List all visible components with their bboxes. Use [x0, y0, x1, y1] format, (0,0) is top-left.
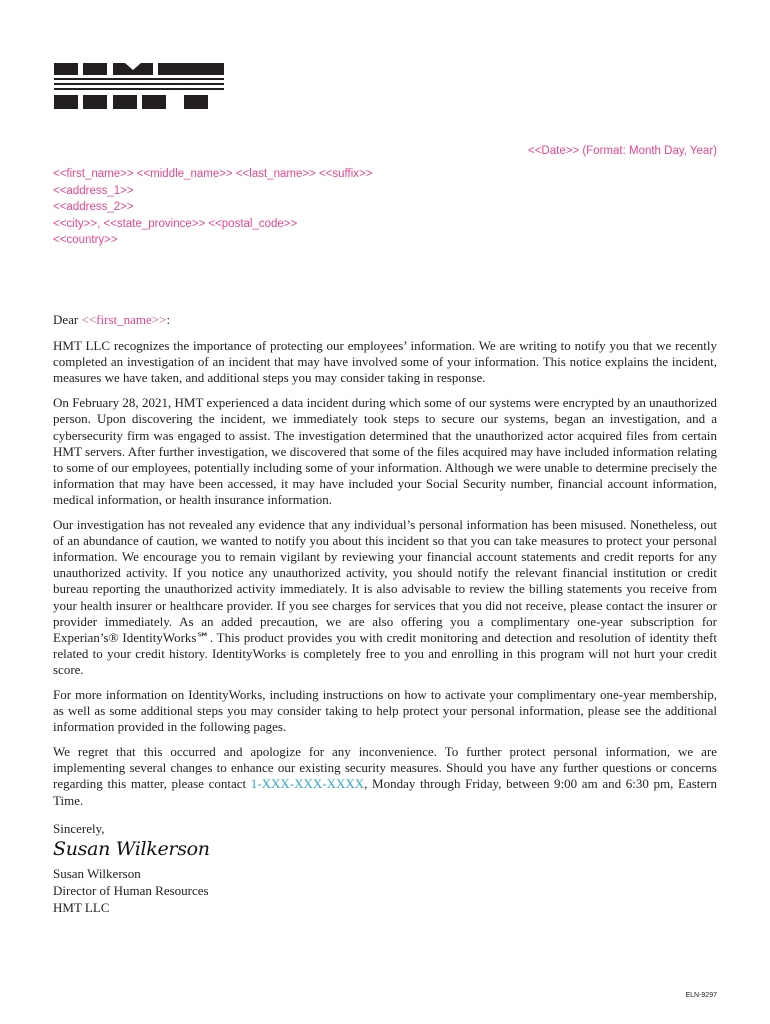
contact-text-before: We regret that this occurred and apologize for any inconvenience. To further protect personal information, we are implementing several changes to enhance our existing security measures. Should you have any further questions or concerns regarding this matter, please contact: [53, 744, 717, 792]
recipient-address: [53, 166, 372, 249]
hmt-logo-graphic: [53, 62, 225, 110]
address-country: <<country>>: [53, 234, 118, 246]
paragraph-identityworks: For more information on IdentityWorks, including instructions on how to activate your complimentary one-year membership, as well as some additional steps you may consider taking to help protect your personal information, please see the additional information provided in the following pages.: [53, 686, 717, 735]
closing: Sincerely,: [53, 820, 105, 836]
address-city-line: <<city>>, <<state_province>> <<postal_code>>: [53, 217, 298, 230]
paragraph-recommendations: Our investigation has not revealed any evidence that any individual’s personal information has been misused. Nonetheless, out of an abundance of caution, we wanted to notify you about this incident so that you can take measures to protect your personal information. We encourage you to remain vigilant by reviewing your financial account statements and credit reports for any unauthorized activity. If you notice any unauthorized activity, you should notify the relevant financial institution or credit bureau reporting the unauthorized activity immediately. It is also advisable to review the billing statements you receive from your health insurer or healthcare provider. If you see charges for services that you did not receive, please contact the insurer or provider immediately. As an added precaution, we are also offering you a complimentary one-year subscription for Experian’s® IdentityWorks℠. This product provides you with credit monitoring and detection and resolution of identity theft related to your credit history. IdentityWorks is completely free to you and enrolling in this program will not hurt your credit score.: [53, 517, 717, 677]
hmt-logo: [53, 62, 225, 110]
date-placeholder: <<Date>> (Format: Month Day, Year): [528, 145, 717, 157]
paragraph-contact: [53, 744, 717, 808]
contact-text-after: , Monday through Friday, between 9:00 am and 6:30 pm, Eastern Time.: [53, 776, 717, 808]
signer-company: HMT LLC: [53, 899, 110, 915]
address-name-line: <<first_name>> <<middle_name>> <<last_name>> <<suffix>>: [53, 168, 373, 180]
signer-name: Susan Wilkerson: [53, 865, 141, 881]
handwritten-signature: Susan Wilkerson: [53, 837, 210, 860]
paragraph-intro: HMT LLC recognizes the importance of protecting our employees’ information. We are writing to notify you that we recently completed an investigation of an incident that may have involved some of your information. This notice explains the incident, measures we have taken, and additional steps you may consider taking in response.: [53, 338, 717, 386]
salutation: [53, 312, 717, 328]
address-line-1: <<address_1>>: [53, 184, 134, 197]
salutation-word: Dear: [53, 312, 79, 327]
contact-phone: 1-XXX-XXX-XXXX: [250, 776, 365, 792]
address-line-2: <<address_2>>: [53, 201, 134, 213]
salutation-first-name: <<first_name>>: [81, 312, 167, 327]
signature-block: [53, 865, 717, 916]
salutation-colon: :: [166, 312, 171, 327]
signer-title: Director of Human Resources: [53, 882, 209, 898]
document-code: ELN-9297: [685, 992, 717, 999]
paragraph-incident: On February 28, 2021, HMT experienced a data incident during which some of our systems were encrypted by an unauthorized person. Upon discovering the incident, we immediately took steps to secure our systems, began an investigation, and a cybersecurity firm was engaged to assist. The investigation determined that the unauthorized actor acquired files from certain HMT servers. After further investigation, we discovered that some of the files acquired may have included information relating to some of our employees, potentially including some of your information. Although we were unable to determine precisely the information that may have been accessed, it may have included your Social Security number, financial account information, medical information, or health insurance information.: [53, 395, 717, 507]
letter-body: [53, 312, 717, 916]
